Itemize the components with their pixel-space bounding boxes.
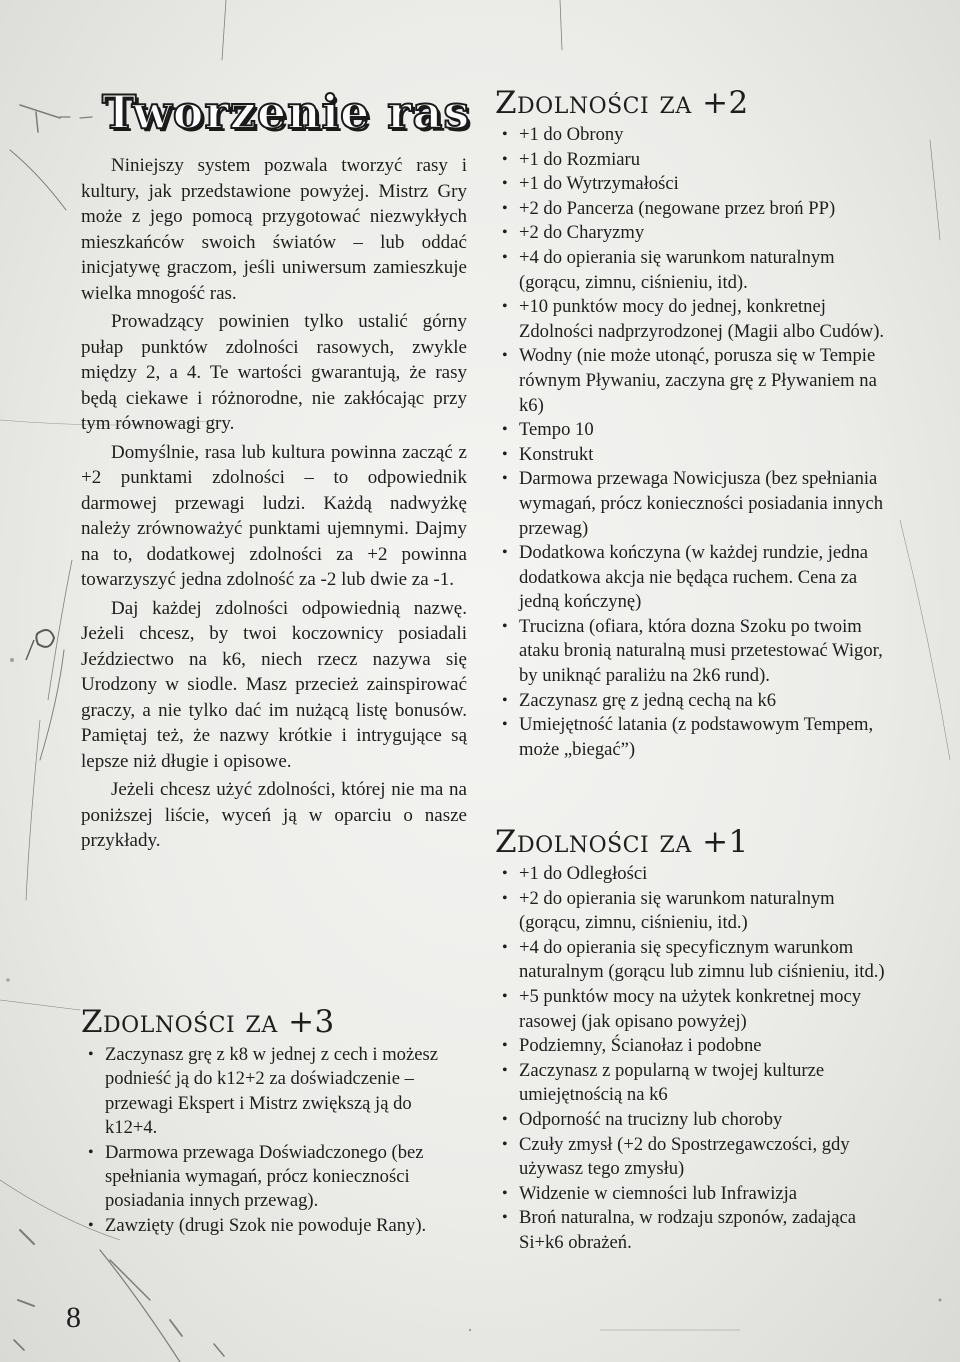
list-item: • +1 do Obrony	[495, 123, 885, 148]
intro-paragraph: Jeżeli chcesz użyć zdolności, której nie ma na poniższej liście, wyceń ją w oparciu o nasze przykłady.	[81, 779, 467, 851]
list-item: • +4 do opierania się warunkom naturalnym (gorącu, zimnu, ciśnieniu, itd).	[495, 246, 885, 295]
list-item: • +1 do Odległości	[495, 862, 885, 887]
section-heading-plus2: Zdolności za +2	[495, 85, 749, 121]
ability-list-plus1	[495, 862, 885, 1256]
section-plus3	[81, 1005, 467, 1238]
intro-paragraph: Daj każdej zdolności odpowiednią nazwę. Jeżeli chcesz, by twoi koczownicy posiadali Jeździectwo na k6, niech rzecz nazywa się Urodzony w siodle. Masz przecież zainspirować graczy, a nie tylko dać im nużącą listę bonusów. Pamiętaj też, że nazwy krótkie i intrygujące są lepsze niż długie i opisowe.	[81, 597, 467, 772]
list-item: • +1 do Rozmiaru	[495, 148, 885, 173]
list-item: • +2 do Charyzmy	[495, 221, 885, 246]
page-title: Tworzenie ras	[102, 85, 471, 139]
list-item: • Zaczynasz grę z k8 w jednej z cech i możesz podnieść ją do k12+2 za doświadczenie – przewagi Ekspert i Mistrz zwiększą ją do k12+4.	[81, 1043, 467, 1141]
section-heading-plus3: Zdolności za +3	[81, 1004, 335, 1040]
intro-paragraph: Domyślnie, rasa lub kultura powinna zacząć z +2 punktami zdolności – to odpowiednik darmowej przewagi ludzi. Każdą nadwyżkę należy zrównoważyć punktami ujemnymi. Dajmy na to, dodatkowej zdolności za +2 powinna towarzyszyć jedna zdolność za -2 lub dwie za -1.	[81, 441, 467, 590]
list-item: • Zaczynasz grę z jedną cechą na k6	[495, 689, 885, 714]
list-item: • Darmowa przewaga Doświadczonego (bez spełniania wymagań, prócz konieczności posiadania innych przewag).	[81, 1141, 467, 1214]
ability-list-plus2	[495, 123, 885, 762]
ability-list-plus3	[81, 1043, 467, 1238]
intro-text	[81, 153, 467, 854]
list-item: • Czuły zmysł (+2 do Spostrzegawczości, gdy używasz tego zmysłu)	[495, 1133, 885, 1182]
list-item: • Podziemny, Ścianołaz i podobne	[495, 1034, 885, 1059]
list-item: • +4 do opierania się specyficznym warunkom naturalnym (gorącu lub zimnu lub ciśnieniu, itd.)	[495, 936, 885, 985]
section-plus2	[495, 86, 885, 762]
intro-paragraph: Niniejszy system pozwala tworzyć rasy i kultury, jak przedstawione powyżej. Mistrz Gry może z jego pomocą przygotować niezwykłych mieszkańców swoich światów – lub oddać inicjatywę graczom, jeśli uniwersum zamieszkuje wielka mnogość ras.	[81, 155, 467, 304]
list-item: • +2 do Pancerza (negowane przez broń PP)	[495, 197, 885, 222]
section-plus1	[495, 825, 885, 1256]
list-item: • Wodny (nie może utonąć, porusza się w Tempie równym Pływaniu, zaczyna grę z Pływaniem na k6)	[495, 344, 885, 418]
list-item: • +5 punktów mocy na użytek konkretnej mocy rasowej (jak opisano powyżej)	[495, 985, 885, 1034]
list-item: • +10 punktów mocy do jednej, konkretnej Zdolności nadprzyrodzonej (Magii albo Cudów).	[495, 295, 885, 344]
list-item: • +1 do Wytrzymałości	[495, 172, 885, 197]
page-number: 8	[66, 1301, 81, 1334]
list-item: • Odporność na trucizny lub choroby	[495, 1108, 885, 1133]
list-item: • Konstrukt	[495, 443, 885, 468]
list-item: • Zawzięty (drugi Szok nie powoduje Rany).	[81, 1214, 467, 1238]
list-item: • Darmowa przewaga Nowicjusza (bez spełniania wymagań, prócz konieczności posiadania innych przewag)	[495, 467, 885, 541]
section-heading-plus1: Zdolności za +1	[495, 824, 749, 860]
list-item: • Tempo 10	[495, 418, 885, 443]
list-item: • Trucizna (ofiara, która dozna Szoku po twoim ataku bronią naturalną musi przetestować Wigor, by uniknąć paraliżu na 2k6 rund).	[495, 615, 885, 689]
list-item: • +2 do opierania się warunkom naturalnym (gorącu, zimnu, ciśnieniu, itd.)	[495, 887, 885, 936]
list-item: • Zaczynasz z popularną w twojej kulturze umiejętnością na k6	[495, 1059, 885, 1108]
list-item: • Widzenie w ciemności lub Infrawizja	[495, 1182, 885, 1207]
intro-paragraph: Prowadzący powinien tylko ustalić górny pułap punktów zdolności rasowych, zwykle między 2, a 4. Te wartości gwarantują, że rasy będą ciekawe i różnorodne, nie zakłócając przy tym równowagi gry.	[81, 311, 467, 434]
list-item: • Dodatkowa kończyna (w każdej rundzie, jedna dodatkowa akcja nie będąca ruchem. Cena za jedną kończynę)	[495, 541, 885, 615]
list-item: • Broń naturalna, w rodzaju szponów, zadająca Si+k6 obrażeń.	[495, 1206, 885, 1255]
list-item: • Umiejętność latania (z podstawowym Tempem, może „biegać”)	[495, 713, 885, 762]
